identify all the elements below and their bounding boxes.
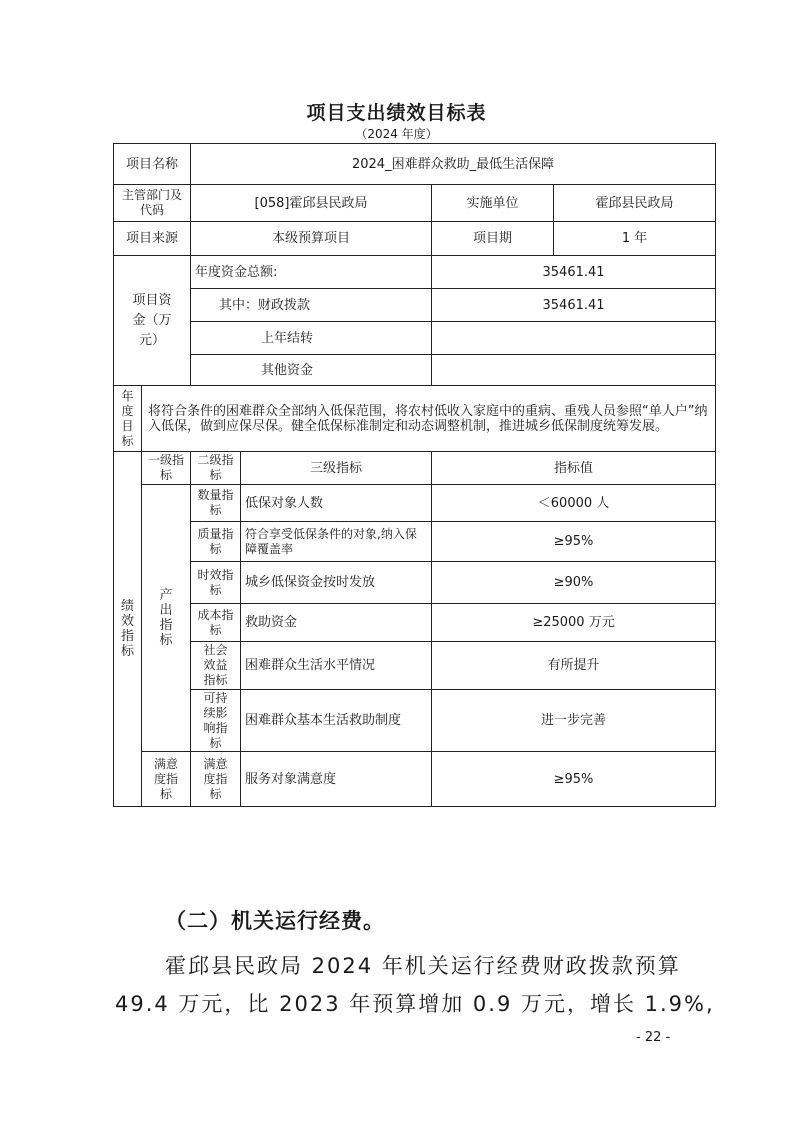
row-annual-total xyxy=(114,256,716,289)
indicator-value: ＜60000 人 xyxy=(432,485,716,522)
indicator-l2: 社会效益指标 xyxy=(191,642,241,690)
table-row xyxy=(114,690,716,752)
table-row xyxy=(114,562,716,604)
indicator-l3: 服务对象满意度 xyxy=(241,752,432,807)
row-carryover xyxy=(114,322,716,355)
indicator-l3: 救助资金 xyxy=(241,604,432,642)
indicator-l2: 成本指标 xyxy=(191,604,241,642)
indicator-l3: 城乡低保资金按时发放 xyxy=(241,562,432,604)
section-heading: （二）机关运行经费。 xyxy=(165,909,385,933)
row-annual-goal xyxy=(114,386,716,452)
table-row xyxy=(114,485,716,522)
label-project-name: 项目名称 xyxy=(114,144,191,185)
header-level3: 三级指标 xyxy=(241,452,432,485)
value-carryover xyxy=(432,322,716,355)
indicator-value: ≥25000 万元 xyxy=(432,604,716,642)
value-period: 1 年 xyxy=(554,222,716,256)
indicator-l3: 困难群众生活水平情况 xyxy=(241,642,432,690)
table-title: 项目支出绩效目标表 xyxy=(306,102,487,124)
label-output: 产出指标 xyxy=(142,485,191,752)
paragraph-line: 霍邱县民政局 2024 年机关运行经费财政拨款预算 xyxy=(165,954,681,978)
header-value: 指标值 xyxy=(432,452,716,485)
indicator-l3: 低保对象人数 xyxy=(241,485,432,522)
label-satisfaction-l1: 满意度指标 xyxy=(142,752,191,807)
table-row xyxy=(114,642,716,690)
header-level1: 一级指标 xyxy=(142,452,191,485)
value-other xyxy=(432,355,716,386)
row-other xyxy=(114,355,716,386)
label-department: 主管部门及代码 xyxy=(114,185,191,222)
indicator-l2: 质量指标 xyxy=(191,522,241,562)
label-source: 项目来源 xyxy=(114,222,191,256)
label-funds: 项目资金（万元） xyxy=(114,256,191,386)
indicator-l2: 时效指标 xyxy=(191,562,241,604)
indicator-l2: 满意度指标 xyxy=(191,752,241,807)
indicator-l3: 困难群众基本生活救助制度 xyxy=(241,690,432,752)
page-number: - 22 - xyxy=(636,1030,671,1045)
indicator-value: ≥95% xyxy=(432,522,716,562)
label-other: 其他资金 xyxy=(191,355,432,386)
label-fiscal: 其中：财政拨款 xyxy=(191,289,432,322)
paragraph-line: 49.4 万元，比 2023 年预算增加 0.9 万元，增长 1.9%, xyxy=(115,992,715,1016)
label-carryover: 上年结转 xyxy=(191,322,432,355)
row-project-name xyxy=(114,144,716,185)
indicator-value: ≥95% xyxy=(432,752,716,807)
indicator-value: ≥90% xyxy=(432,562,716,604)
indicator-l3: 符合享受低保条件的对象,纳入保障覆盖率 xyxy=(241,522,432,562)
row-department xyxy=(114,185,716,222)
value-department: [058]霍邱县民政局 xyxy=(191,185,432,222)
label-annual-goal: 年度目标 xyxy=(114,386,142,452)
table-year: （2024 年度） xyxy=(355,127,438,141)
indicator-l2: 可持续影响指标 xyxy=(191,690,241,752)
label-annual-total: 年度资金总额: xyxy=(191,256,432,289)
value-fiscal: 35461.41 xyxy=(432,289,716,322)
table-row xyxy=(114,604,716,642)
indicator-l2: 数量指标 xyxy=(191,485,241,522)
performance-target-table xyxy=(113,143,716,807)
value-project-name: 2024_困难群众救助_最低生活保障 xyxy=(191,144,716,185)
value-source: 本级预算项目 xyxy=(191,222,432,256)
table-row xyxy=(114,522,716,562)
row-source xyxy=(114,222,716,256)
indicator-value: 有所提升 xyxy=(432,642,716,690)
label-period: 项目期 xyxy=(432,222,554,256)
label-perf-indicator: 绩效指标 xyxy=(114,452,142,807)
row-fiscal xyxy=(114,289,716,322)
table-row xyxy=(114,752,716,807)
value-annual-goal: 将符合条件的困难群众全部纳入低保范围，将农村低收入家庭中的重病、重残人员参照“单人户”纳入低保，做到应保尽保。健全低保标准制定和动态调整机制，推进城乡低保制度统筹发展。 xyxy=(142,386,716,452)
value-annual-total: 35461.41 xyxy=(432,256,716,289)
value-impl-unit: 霍邱县民政局 xyxy=(554,185,716,222)
label-impl-unit: 实施单位 xyxy=(432,185,554,222)
header-level2: 二级指标 xyxy=(191,452,241,485)
row-indicator-header xyxy=(114,452,716,485)
indicator-value: 进一步完善 xyxy=(432,690,716,752)
